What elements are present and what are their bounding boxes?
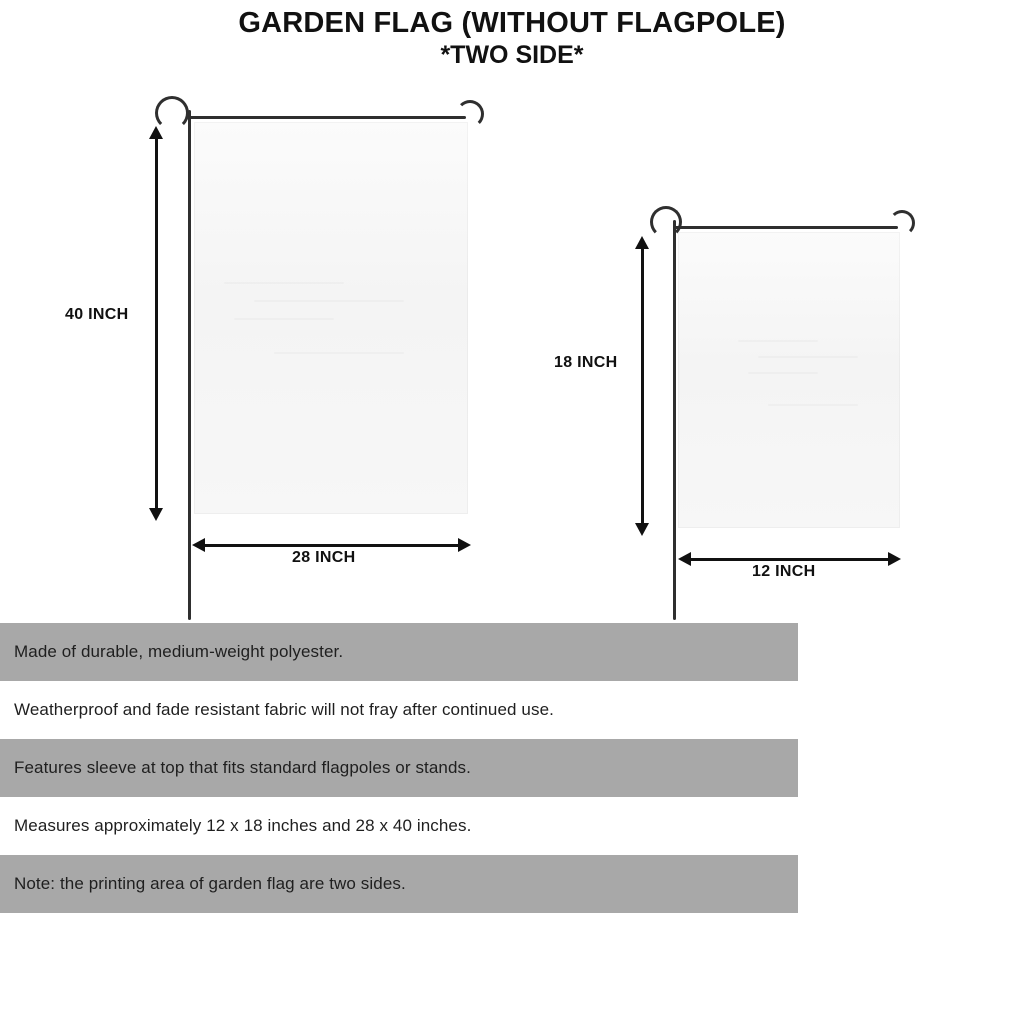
list-item <box>0 623 798 681</box>
large-flag-width-label: 28 INCH <box>292 549 356 566</box>
feature-text: Measures approximately 12 x 18 inches and 28 x 40 inches. <box>14 816 472 835</box>
cloth-fold <box>738 340 818 342</box>
cloth-fold <box>274 352 404 354</box>
large-flag-pole-hook-icon <box>456 100 484 128</box>
cloth-fold <box>768 404 858 406</box>
list-item <box>0 739 798 797</box>
list-item <box>0 855 798 913</box>
feature-text: Made of durable, medium-weight polyester. <box>14 642 344 661</box>
list-item <box>0 797 798 855</box>
large-flag-crossbar <box>188 116 466 119</box>
large-flag-width-dimension-line <box>198 544 466 547</box>
feature-text: Weatherproof and fade resistant fabric will not fray after continued use. <box>14 700 554 719</box>
small-flag-pole <box>673 220 676 620</box>
height-arrow-down-icon <box>149 508 163 521</box>
large-flag-pole <box>188 110 191 620</box>
height-arrow-up-icon <box>149 126 163 139</box>
small-flag-height-label: 18 INCH <box>554 354 618 371</box>
diagram-title <box>0 6 1024 70</box>
title-primary: GARDEN FLAG (WITHOUT FLAGPOLE) <box>238 7 786 39</box>
title-secondary: *TWO SIDE* <box>440 41 584 69</box>
cloth-fold <box>224 282 344 284</box>
large-flag-pole-loop-icon <box>155 96 189 130</box>
list-item <box>0 681 798 739</box>
large-flag-height-dimension-line <box>155 132 158 517</box>
small-flag-height-dimension-line <box>641 242 644 532</box>
large-flag-cloth <box>194 122 468 514</box>
width-arrow-right-icon <box>458 538 471 552</box>
height-arrow-up-icon <box>635 236 649 249</box>
feature-list <box>0 623 798 913</box>
width-arrow-left-icon <box>192 538 205 552</box>
width-arrow-left-icon <box>678 552 691 566</box>
large-flag-height-label: 40 INCH <box>65 306 129 323</box>
small-flag-crossbar <box>673 226 898 229</box>
small-flag-cloth <box>678 232 900 528</box>
feature-text: Note: the printing area of garden flag are two sides. <box>14 874 406 893</box>
height-arrow-down-icon <box>635 523 649 536</box>
small-flag-pole-loop-icon <box>650 206 682 238</box>
cloth-fold <box>234 318 334 320</box>
cloth-fold <box>758 356 858 358</box>
width-arrow-right-icon <box>888 552 901 566</box>
cloth-fold <box>254 300 404 302</box>
small-flag-width-dimension-line <box>684 558 896 561</box>
small-flag-pole-hook-icon <box>889 210 915 236</box>
feature-text: Features sleeve at top that fits standard flagpoles or stands. <box>14 758 471 777</box>
small-flag-width-label: 12 INCH <box>752 563 816 580</box>
cloth-fold <box>748 372 818 374</box>
